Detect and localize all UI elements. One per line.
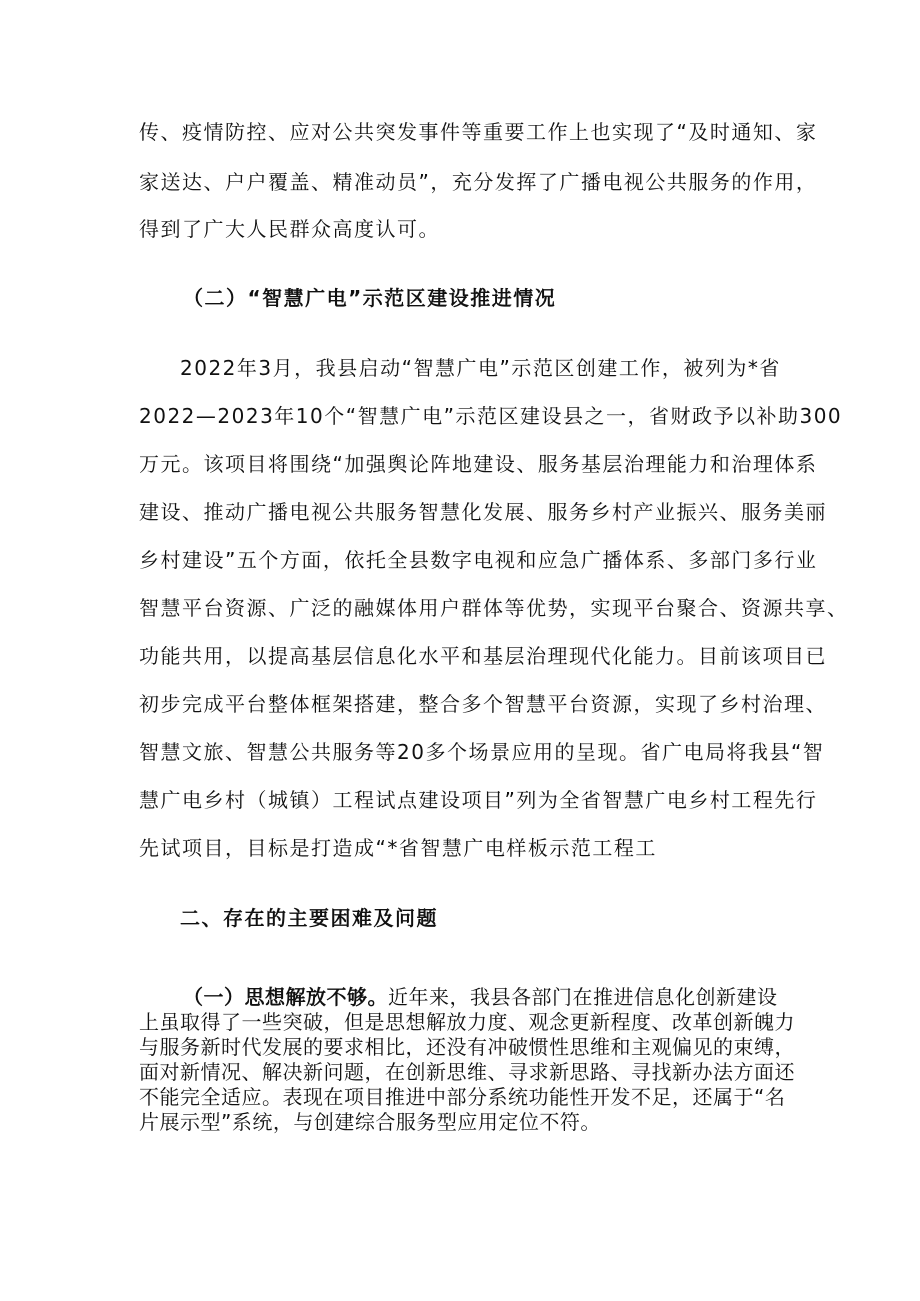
- para3-line-3: 与服务新时代发展的要求相比，还没有冲破惯性思维和主观偏见的束缚，: [139, 1035, 795, 1059]
- para1-line-3: 得到了广大人民群众高度认可。: [139, 217, 440, 241]
- para2-line-3: 万元。该项目将围绕“加强舆论阵地建设、服务基层治理能力和治理体系: [139, 452, 818, 476]
- para2-line-7: 功能共用，以提高基层信息化水平和基层治理现代化能力。目前该项目已: [139, 644, 827, 668]
- para3-line-4: 面对新情况、解决新问题，在创新思维、寻求新思路、寻找新办法方面还: [139, 1060, 795, 1084]
- para3-line-5: 不能完全适应。表现在项目推进中部分系统功能性开发不足，还属于“名: [139, 1085, 786, 1109]
- para2-line-9: 智慧文旅、智慧公共服务等20多个场景应用的呈现。省广电局将我县“智: [139, 740, 825, 764]
- para2-line-5: 乡村建设”五个方面，依托全县数字电视和应急广播体系、多部门多行业: [139, 548, 818, 572]
- para2-line-2: 2022—2023年10个“智慧广电”示范区建设县之一，省财政予以补助300: [139, 404, 843, 428]
- para3-line-6: 片展示型”系统，与创建综合服务型应用定位不符。: [139, 1110, 601, 1134]
- para1-line-2: 家送达、户户覆盖、精准动员”，充分发挥了广播电视公共服务的作用，: [139, 170, 818, 194]
- section-heading-problems: 二、存在的主要困难及问题: [180, 906, 438, 930]
- para2-line-8: 初步完成平台整体框架搭建，整合多个智慧平台资源，实现了乡村治理、: [139, 692, 827, 716]
- para2-line-4: 建设、推动广播电视公共服务智慧化发展、服务乡村产业振兴、服务美丽: [139, 500, 827, 524]
- para2-line-10: 慧广电乡村（城镇）工程试点建设项目”列为全省智慧广电乡村工程先行: [139, 788, 818, 812]
- para3-line-1: [183, 985, 778, 1009]
- para3-lead-bold: （一）思想解放不够。: [183, 985, 388, 1009]
- para2-line-1: 2022年3月，我县启动“智慧广电”示范区创建工作，被列为*省: [180, 356, 781, 380]
- para2-line-11: 先试项目，目标是打造成“*省智慧广电样板示范工程工: [139, 836, 657, 860]
- para2-line-6: 智慧平台资源、广泛的融媒体用户群体等优势，实现平台聚合、资源共享、: [139, 596, 849, 620]
- para3-line-2: 上虽取得了一些突破，但是思想解放力度、观念更新程度、改革创新魄力: [139, 1010, 795, 1034]
- para3-first-rest: 近年来，我县各部门在推进信息化创新建设: [388, 985, 778, 1009]
- section-heading-smart-broadcast: （二）“智慧广电”示范区建设推进情况: [183, 286, 557, 310]
- para1-line-1: 传、疫情防控、应对公共突发事件等重要工作上也实现了“及时通知、家: [139, 120, 818, 144]
